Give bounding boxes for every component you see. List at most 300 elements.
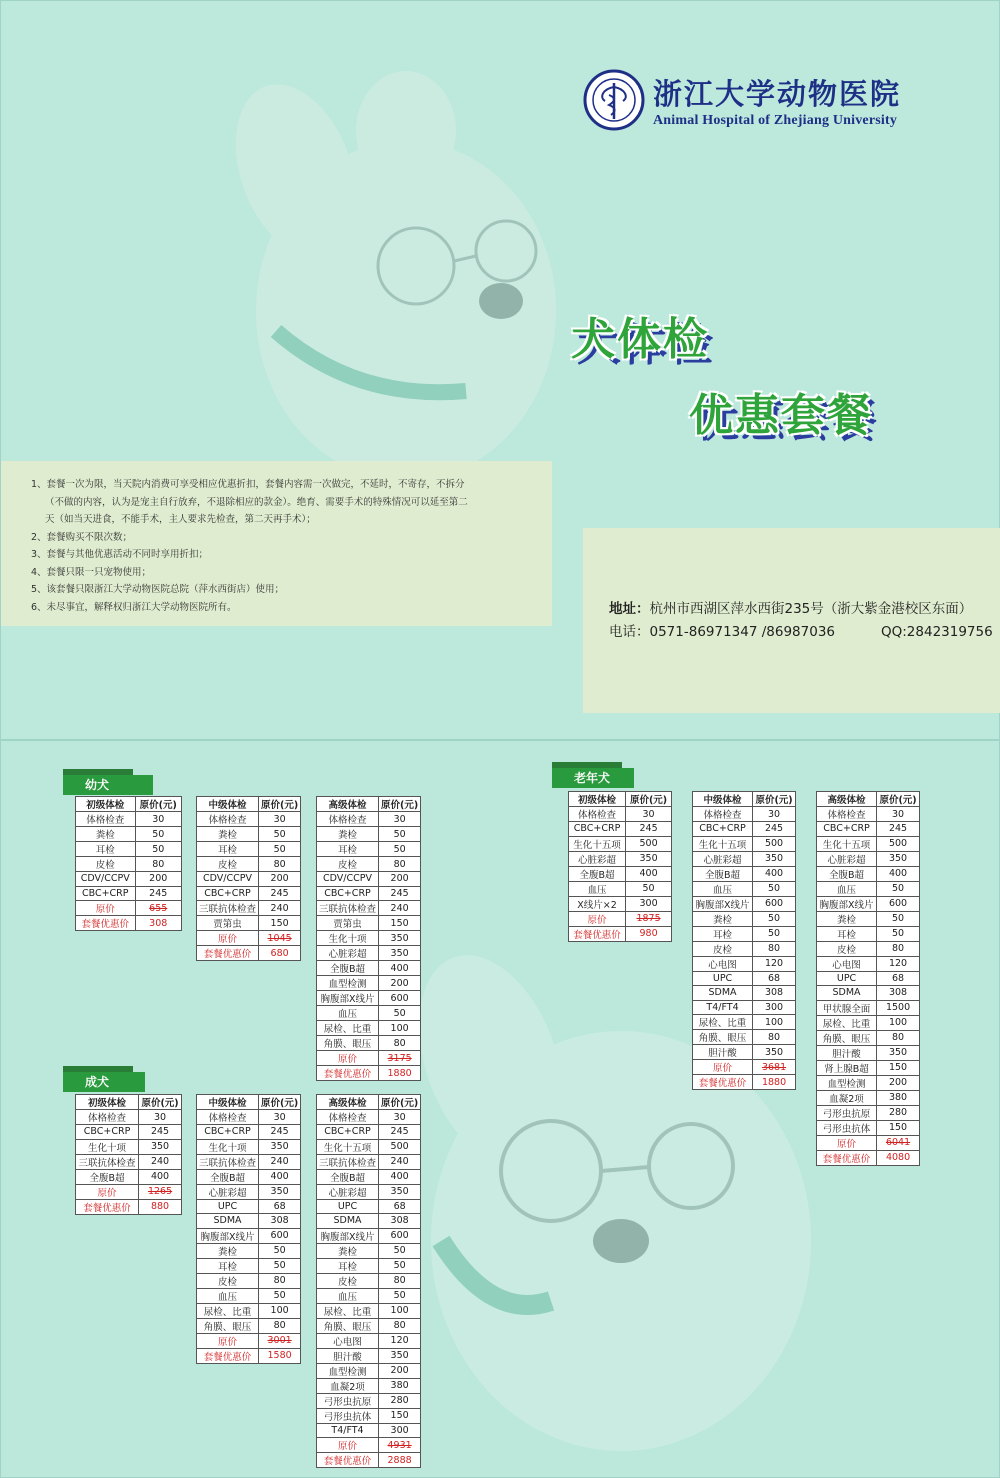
item-price: 350 <box>877 851 920 866</box>
note-line: 2、套餐购买不限次数； <box>31 531 133 543</box>
item-price: 80 <box>379 857 421 872</box>
table-row <box>197 901 301 916</box>
table-row <box>817 911 920 926</box>
item-price: 100 <box>753 1015 796 1030</box>
item-price: 120 <box>753 956 796 971</box>
table-row <box>317 1199 421 1214</box>
table-row <box>317 1184 421 1199</box>
table-row <box>817 896 920 911</box>
item-price: 80 <box>259 857 301 872</box>
package-price-label: 套餐优惠价 <box>76 916 136 931</box>
price-header: 原价(元) <box>379 1095 421 1110</box>
package-table <box>75 1094 182 1215</box>
table-row <box>317 1154 421 1169</box>
original-price-value: 3681 <box>753 1060 796 1075</box>
package-price-value: 980 <box>626 926 672 941</box>
item-name: 弓形虫抗体 <box>817 1120 877 1135</box>
item-name: 胆汁酸 <box>693 1045 753 1060</box>
table-row <box>817 941 920 956</box>
item-price: 50 <box>626 881 672 896</box>
item-name: SDMA <box>197 1214 259 1229</box>
package-price-label: 套餐优惠价 <box>76 1199 139 1214</box>
table-row <box>317 842 421 857</box>
package-table <box>316 796 421 1081</box>
table-row <box>317 1243 421 1258</box>
package-price-label: 套餐优惠价 <box>569 926 626 941</box>
table-row <box>817 866 920 881</box>
item-price: 350 <box>259 1139 301 1154</box>
table-row <box>693 1030 796 1045</box>
item-price: 80 <box>753 1030 796 1045</box>
item-price: 50 <box>877 881 920 896</box>
item-name: 角膜、眼压 <box>317 1036 379 1051</box>
item-name: 皮检 <box>76 857 136 872</box>
item-price: 280 <box>877 1105 920 1120</box>
table-row <box>317 1318 421 1333</box>
original-price-row <box>569 911 672 926</box>
item-price: 245 <box>379 1125 421 1140</box>
item-price: 30 <box>379 812 421 827</box>
table-row <box>317 1214 421 1229</box>
item-name: 胸腹部X线片 <box>197 1228 259 1243</box>
item-price: 400 <box>877 866 920 881</box>
item-price: 380 <box>379 1378 421 1393</box>
item-price: 50 <box>877 911 920 926</box>
item-name: 血压 <box>569 881 626 896</box>
item-name: 胸腹部X线片 <box>317 1228 379 1243</box>
item-name: CDV/CCPV <box>197 872 259 887</box>
item-name: 粪检 <box>817 911 877 926</box>
item-name: T4/FT4 <box>693 1000 753 1015</box>
item-price: 308 <box>753 986 796 1001</box>
price-header: 原价(元) <box>135 797 182 812</box>
package-title: 高级体检 <box>817 792 877 807</box>
address-value: 杭州市西湖区萍水西街235号（浙大紫金港校区东面） <box>649 601 973 617</box>
table-row <box>693 836 796 851</box>
table-row <box>76 886 182 901</box>
item-name: 粪检 <box>197 1243 259 1258</box>
item-price: 240 <box>259 901 301 916</box>
original-price-label: 原价 <box>317 1438 379 1453</box>
item-price: 600 <box>379 991 421 1006</box>
item-name: 肾上腺B超 <box>817 1060 877 1075</box>
item-name: 胸腹部X线片 <box>817 896 877 911</box>
table-row <box>693 881 796 896</box>
table-row <box>317 1408 421 1423</box>
item-name: 胆汁酸 <box>317 1348 379 1363</box>
item-price: 50 <box>753 911 796 926</box>
phone-label: 电话： <box>609 624 650 640</box>
original-price-value: 4931 <box>379 1438 421 1453</box>
table-row <box>317 812 421 827</box>
table-row <box>317 946 421 961</box>
table-row <box>317 1006 421 1021</box>
original-price-row <box>76 901 182 916</box>
package-title: 中级体检 <box>693 792 753 807</box>
package-title: 初级体检 <box>569 792 626 807</box>
table-row <box>817 1045 920 1060</box>
item-price: 240 <box>259 1154 301 1169</box>
item-name: CBC+CRP <box>693 822 753 837</box>
address-label: 地址： <box>609 601 650 617</box>
note-line: 天（如当天进食，不能手术，主人要求先检查，第二天再手术）； <box>45 514 316 525</box>
price-header: 原价(元) <box>259 1095 301 1110</box>
item-price: 30 <box>877 807 920 822</box>
table-row <box>817 1030 920 1045</box>
package-title: 高级体检 <box>317 1095 379 1110</box>
table-row <box>197 812 301 827</box>
table-row <box>197 1184 301 1199</box>
item-price: 50 <box>877 926 920 941</box>
item-name: 皮检 <box>197 1273 259 1288</box>
price-header: 原价(元) <box>379 797 421 812</box>
item-name: 三联抗体检查 <box>197 901 259 916</box>
address-line <box>609 598 1000 621</box>
item-name: UPC <box>197 1199 259 1214</box>
item-price: 245 <box>139 1125 182 1140</box>
item-price: 400 <box>626 866 672 881</box>
note-line: 5、该套餐只限浙江大学动物医院总院（萍水西街店）使用； <box>31 584 285 595</box>
original-price-row <box>817 1135 920 1150</box>
table-row <box>197 1318 301 1333</box>
table-row <box>317 872 421 887</box>
item-name: 尿检、比重 <box>197 1303 259 1318</box>
item-price: 300 <box>379 1423 421 1438</box>
item-name: 耳检 <box>693 926 753 941</box>
item-price: 350 <box>379 931 421 946</box>
item-price: 68 <box>259 1199 301 1214</box>
item-name: 皮检 <box>693 941 753 956</box>
item-price: 200 <box>379 976 421 991</box>
item-price: 50 <box>135 827 182 842</box>
original-price-label: 原价 <box>197 1333 259 1348</box>
item-name: 心脏彩超 <box>197 1184 259 1199</box>
phone-line <box>609 621 1000 644</box>
note-line: 6、未尽事宜，解释权归浙江大学动物医院所有。 <box>31 601 237 613</box>
qq-value: QQ:2842319756 <box>881 624 993 640</box>
original-price-label: 原价 <box>569 911 626 926</box>
item-name: 体格检查 <box>317 1110 379 1125</box>
hospital-name-cn: 浙江大学动物医院 <box>653 76 902 111</box>
table-row <box>197 842 301 857</box>
item-price: 50 <box>259 1243 301 1258</box>
item-name: UPC <box>693 971 753 986</box>
contact-box <box>583 528 1000 713</box>
item-price: 200 <box>135 872 182 887</box>
item-name: 全腹B超 <box>76 1169 139 1184</box>
price-header: 原价(元) <box>877 792 920 807</box>
item-price: 380 <box>877 1090 920 1105</box>
package-price-row <box>317 1066 421 1081</box>
item-price: 50 <box>259 827 301 842</box>
table-row <box>76 857 182 872</box>
package-price-row <box>693 1075 796 1090</box>
table-row <box>693 911 796 926</box>
item-name: 贾第虫 <box>197 916 259 931</box>
package-price-value: 1880 <box>753 1075 796 1090</box>
item-name: 心电图 <box>317 1333 379 1348</box>
item-price: 80 <box>135 857 182 872</box>
item-name: 生化十五项 <box>817 836 877 851</box>
item-price: 308 <box>379 1214 421 1229</box>
item-price: 300 <box>626 896 672 911</box>
original-price-row <box>693 1060 796 1075</box>
item-name: 胸腹部X线片 <box>317 991 379 1006</box>
table-row <box>76 1139 182 1154</box>
item-price: 350 <box>877 1045 920 1060</box>
item-name: 全腹B超 <box>569 866 626 881</box>
item-name: CBC+CRP <box>317 1125 379 1140</box>
item-price: 80 <box>379 1036 421 1051</box>
item-price: 150 <box>877 1120 920 1135</box>
item-name: SDMA <box>693 986 753 1001</box>
item-name: 皮检 <box>197 857 259 872</box>
table-header-row <box>317 797 421 812</box>
item-name: 甲状腺全面 <box>817 1000 877 1015</box>
item-name: 皮检 <box>317 857 379 872</box>
table-row <box>569 896 672 911</box>
table-header-row <box>76 1095 182 1110</box>
table-row <box>197 1258 301 1273</box>
original-price-label: 原价 <box>76 901 136 916</box>
item-price: 50 <box>753 926 796 941</box>
item-name: 血凝2项 <box>817 1090 877 1105</box>
item-price: 80 <box>379 1318 421 1333</box>
item-price: 500 <box>379 1139 421 1154</box>
table-header-row <box>197 1095 301 1110</box>
item-price: 240 <box>139 1154 182 1169</box>
item-price: 68 <box>379 1199 421 1214</box>
table-row <box>197 1110 301 1125</box>
table-row <box>317 1333 421 1348</box>
table-row <box>197 1199 301 1214</box>
original-price-value: 1265 <box>139 1184 182 1199</box>
item-price: 100 <box>379 1303 421 1318</box>
item-price: 30 <box>626 807 672 822</box>
item-name: CBC+CRP <box>317 886 379 901</box>
item-price: 350 <box>139 1139 182 1154</box>
item-price: 150 <box>379 1408 421 1423</box>
item-name: SDMA <box>817 986 877 1001</box>
item-name: 三联抗体检查 <box>197 1154 259 1169</box>
item-price: 68 <box>877 971 920 986</box>
hospital-logo <box>583 69 901 131</box>
package-price-row <box>76 1199 182 1214</box>
package-table <box>816 791 920 1166</box>
table-row <box>317 1036 421 1051</box>
item-price: 50 <box>379 1288 421 1303</box>
table-row <box>317 976 421 991</box>
item-price: 280 <box>379 1393 421 1408</box>
item-name: 粪检 <box>317 827 379 842</box>
item-name: 体格检查 <box>693 807 753 822</box>
item-price: 245 <box>379 886 421 901</box>
item-price: 240 <box>379 1154 421 1169</box>
item-name: 尿检、比重 <box>317 1021 379 1036</box>
package-price-value: 680 <box>259 946 301 961</box>
item-name: CBC+CRP <box>76 1125 139 1140</box>
original-price-row <box>317 1438 421 1453</box>
item-price: 245 <box>626 822 672 837</box>
item-price: 400 <box>753 866 796 881</box>
item-name: 生化十五项 <box>693 836 753 851</box>
section-tab-senior: 老年犬 <box>552 768 634 788</box>
item-name: 心电图 <box>817 956 877 971</box>
note-line: （不做的内容，认为是宠主自行放弃，不退除相应的款金）。绝育、需要手术的特殊情况可以延至第二 <box>45 496 468 508</box>
package-price-value: 2888 <box>379 1453 421 1468</box>
table-header-row <box>317 1095 421 1110</box>
table-header-row <box>817 792 920 807</box>
item-name: 血型检测 <box>317 1363 379 1378</box>
note-line: 4、套餐只限一只宠物使用； <box>31 566 152 578</box>
original-price-label: 原价 <box>817 1135 877 1150</box>
package-price-label: 套餐优惠价 <box>197 1348 259 1363</box>
table-row <box>76 1110 182 1125</box>
original-price-value: 6041 <box>877 1135 920 1150</box>
headline-line2: 优惠套餐 <box>689 390 873 441</box>
item-name: 耳检 <box>76 842 136 857</box>
headline-line1: 犬体检 <box>571 314 709 365</box>
item-name: CBC+CRP <box>569 822 626 837</box>
item-price: 150 <box>259 916 301 931</box>
table-row <box>817 986 920 1001</box>
package-price-row <box>76 916 182 931</box>
table-row <box>693 851 796 866</box>
item-name: 弓形虫抗体 <box>317 1408 379 1423</box>
table-row <box>317 1021 421 1036</box>
package-price-value: 1580 <box>259 1348 301 1363</box>
table-row <box>317 857 421 872</box>
item-price: 400 <box>259 1169 301 1184</box>
price-panel <box>0 740 1000 1478</box>
original-price-label: 原价 <box>197 931 259 946</box>
table-row <box>317 886 421 901</box>
item-price: 200 <box>379 1363 421 1378</box>
item-price: 200 <box>259 872 301 887</box>
item-price: 308 <box>877 986 920 1001</box>
item-name: UPC <box>317 1199 379 1214</box>
package-price-row <box>817 1150 920 1165</box>
item-price: 150 <box>379 916 421 931</box>
package-table <box>196 796 301 961</box>
original-price-row <box>197 1333 301 1348</box>
item-name: 血凝2项 <box>317 1378 379 1393</box>
table-row <box>693 956 796 971</box>
table-row <box>693 971 796 986</box>
item-price: 30 <box>259 812 301 827</box>
item-name: 尿检、比重 <box>693 1015 753 1030</box>
table-row <box>693 986 796 1001</box>
table-row <box>317 1273 421 1288</box>
table-row <box>693 1015 796 1030</box>
item-name: CBC+CRP <box>817 822 877 837</box>
table-row <box>817 822 920 837</box>
table-row <box>317 1228 421 1243</box>
item-price: 600 <box>877 896 920 911</box>
item-name: 血压 <box>817 881 877 896</box>
original-price-label: 原价 <box>317 1051 379 1066</box>
package-title: 高级体检 <box>317 797 379 812</box>
item-name: 体格检查 <box>76 812 136 827</box>
item-price: 50 <box>379 842 421 857</box>
table-row <box>76 812 182 827</box>
terms-notes <box>1 461 552 626</box>
item-name: 生化十项 <box>76 1139 139 1154</box>
item-price: 50 <box>379 1258 421 1273</box>
table-row <box>76 827 182 842</box>
table-row <box>569 851 672 866</box>
package-price-value: 4080 <box>877 1150 920 1165</box>
package-price-value: 880 <box>139 1199 182 1214</box>
table-row <box>317 1288 421 1303</box>
item-name: 皮检 <box>817 941 877 956</box>
package-table <box>196 1094 301 1364</box>
table-row <box>693 866 796 881</box>
item-price: 240 <box>379 901 421 916</box>
item-price: 200 <box>379 872 421 887</box>
item-name: 角膜、眼压 <box>197 1318 259 1333</box>
item-price: 30 <box>379 1110 421 1125</box>
item-name: 全腹B超 <box>197 1169 259 1184</box>
item-name: 心脏彩超 <box>317 1184 379 1199</box>
item-price: 30 <box>139 1110 182 1125</box>
table-row <box>197 857 301 872</box>
table-row <box>76 1169 182 1184</box>
item-name: 血压 <box>317 1288 379 1303</box>
item-name: 全腹B超 <box>317 1169 379 1184</box>
item-name: 生化十五项 <box>317 1139 379 1154</box>
price-header: 原价(元) <box>626 792 672 807</box>
table-row <box>693 1000 796 1015</box>
table-row <box>76 1125 182 1140</box>
table-row <box>817 1000 920 1015</box>
item-price: 600 <box>753 896 796 911</box>
item-price: 30 <box>259 1110 301 1125</box>
price-header: 原价(元) <box>753 792 796 807</box>
original-price-label: 原价 <box>76 1184 139 1199</box>
package-title: 中级体检 <box>197 1095 259 1110</box>
item-price: 50 <box>379 1243 421 1258</box>
item-price: 80 <box>877 1030 920 1045</box>
item-name: 耳检 <box>197 842 259 857</box>
original-price-value: 1045 <box>259 931 301 946</box>
table-row <box>317 1110 421 1125</box>
item-name: 心脏彩超 <box>693 851 753 866</box>
item-price: 200 <box>877 1075 920 1090</box>
table-row <box>693 926 796 941</box>
original-price-value: 655 <box>135 901 182 916</box>
item-name: X线片×2 <box>569 896 626 911</box>
table-row <box>693 941 796 956</box>
item-price: 80 <box>259 1273 301 1288</box>
item-name: 皮检 <box>317 1273 379 1288</box>
item-price: 245 <box>135 886 182 901</box>
table-row <box>693 896 796 911</box>
item-price: 350 <box>753 851 796 866</box>
table-row <box>569 807 672 822</box>
table-row <box>569 822 672 837</box>
item-name: 胆汁酸 <box>817 1045 877 1060</box>
table-row <box>197 827 301 842</box>
item-name: SDMA <box>317 1214 379 1229</box>
table-header-row <box>569 792 672 807</box>
item-price: 350 <box>379 946 421 961</box>
table-row <box>197 1154 301 1169</box>
item-price: 80 <box>379 1273 421 1288</box>
item-name: 血压 <box>693 881 753 896</box>
hospital-emblem-icon <box>583 69 645 131</box>
item-price: 350 <box>379 1184 421 1199</box>
